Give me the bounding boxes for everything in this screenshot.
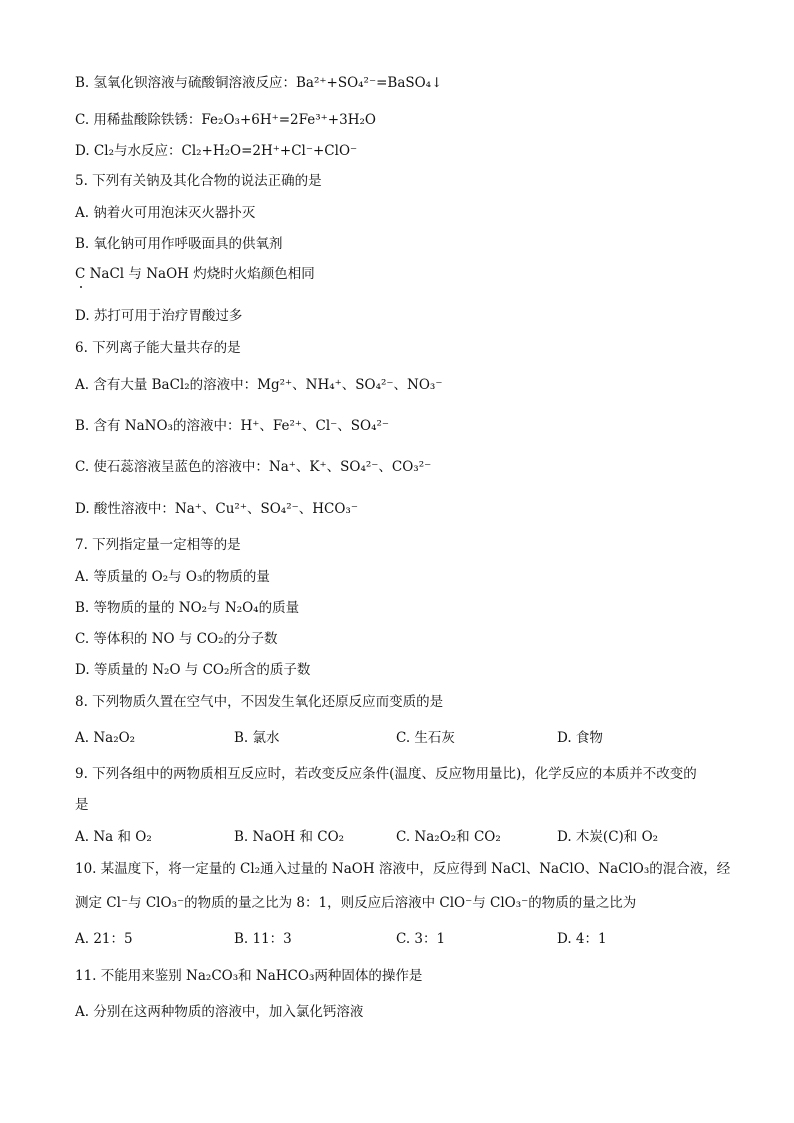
q8-option-d: D. 食物: [557, 730, 603, 746]
q8-stem: 8. 下列物质久置在空气中，不因发生氧化还原反应而变质的是: [75, 694, 444, 710]
q4-option-d: D. Cl₂与水反应：Cl₂+H₂O=2H⁺+Cl⁻+ClO⁻: [75, 143, 358, 159]
q7-option-c: C. 等体积的 NO 与 CO₂的分子数: [75, 631, 278, 647]
q5-option-d: D. 苏打可用于治疗胃酸过多: [75, 308, 243, 324]
q6-stem: 6. 下列离子能大量共存的是: [75, 340, 241, 356]
q8-option-b: B. 氯水: [234, 730, 280, 746]
stray-dot: [80, 286, 82, 288]
q7-option-a: A. 等质量的 O₂与 O₃的物质的量: [75, 569, 270, 585]
q10-option-c: C. 3：1: [396, 931, 446, 947]
q9-option-a: A. Na 和 O₂: [75, 829, 152, 845]
q10-stem-line2: 测定 Cl⁻与 ClO₃⁻的物质的量之比为 8：1，则反应后溶液中 ClO⁻与 ClO₃⁻的物质的量之比为: [75, 895, 637, 911]
q7-stem: 7. 下列指定量一定相等的是: [75, 537, 241, 553]
q6-option-b: B. 含有 NaNO₃的溶液中：H⁺、Fe²⁺、Cl⁻、SO₄²⁻: [75, 418, 390, 434]
q7-option-d: D. 等质量的 N₂O 与 CO₂所含的质子数: [75, 662, 311, 678]
q7-option-b: B. 等物质的量的 NO₂与 N₂O₄的质量: [75, 600, 300, 616]
q9-stem-line1: 9. 下列各组中的两物质相互反应时，若改变反应条件(温度、反应物用量比)，化学反应的本质并不改变的: [75, 766, 697, 782]
q6-option-a: A. 含有大量 BaCl₂的溶液中：Mg²⁺、NH₄⁺、SO₄²⁻、NO₃⁻: [75, 377, 443, 393]
q9-option-c: C. Na₂O₂和 CO₂: [396, 829, 501, 845]
q10-option-b: B. 11：3: [234, 931, 292, 947]
q9-option-d: D. 木炭(C)和 O₂: [557, 829, 659, 845]
q9-option-b: B. NaOH 和 CO₂: [234, 829, 345, 845]
q11-option-a: A. 分别在这两种物质的溶液中，加入氯化钙溶液: [75, 1004, 364, 1020]
q5-option-b: B. 氧化钠可用作呼吸面具的供氧剂: [75, 236, 283, 252]
q5-option-c: C NaCl 与 NaOH 灼烧时火焰颜色相同: [75, 266, 315, 282]
q9-stem-line2: 是: [75, 797, 89, 813]
q10-stem-line1: 10. 某温度下，将一定量的 Cl₂通入过量的 NaOH 溶液中，反应得到 NaCl、NaClO、NaClO₃的混合液，经: [75, 861, 731, 877]
q8-option-c: C. 生石灰: [396, 730, 455, 746]
q11-stem: 11. 不能用来鉴别 Na₂CO₃和 NaHCO₃两种固体的操作是: [75, 968, 423, 984]
q10-option-a: A. 21：5: [75, 931, 133, 947]
q8-option-a: A. Na₂O₂: [75, 730, 136, 746]
q4-option-b: B. 氢氧化钡溶液与硫酸铜溶液反应：Ba²⁺+SO₄²⁻=BaSO₄↓: [75, 75, 443, 91]
q5-stem: 5. 下列有关钠及其化合物的说法正确的是: [75, 173, 322, 189]
q5-option-a: A. 钠着火可用泡沫灭火器扑灭: [75, 205, 256, 221]
q6-option-c: C. 使石蕊溶液呈蓝色的溶液中：Na⁺、K⁺、SO₄²⁻、CO₃²⁻: [75, 459, 432, 475]
q10-option-d: D. 4：1: [557, 931, 607, 947]
q4-option-c: C. 用稀盐酸除铁锈：Fe₂O₃+6H⁺=2Fe³⁺+3H₂O: [75, 112, 376, 128]
q6-option-d: D. 酸性溶液中：Na⁺、Cu²⁺、SO₄²⁻、HCO₃⁻: [75, 501, 358, 517]
